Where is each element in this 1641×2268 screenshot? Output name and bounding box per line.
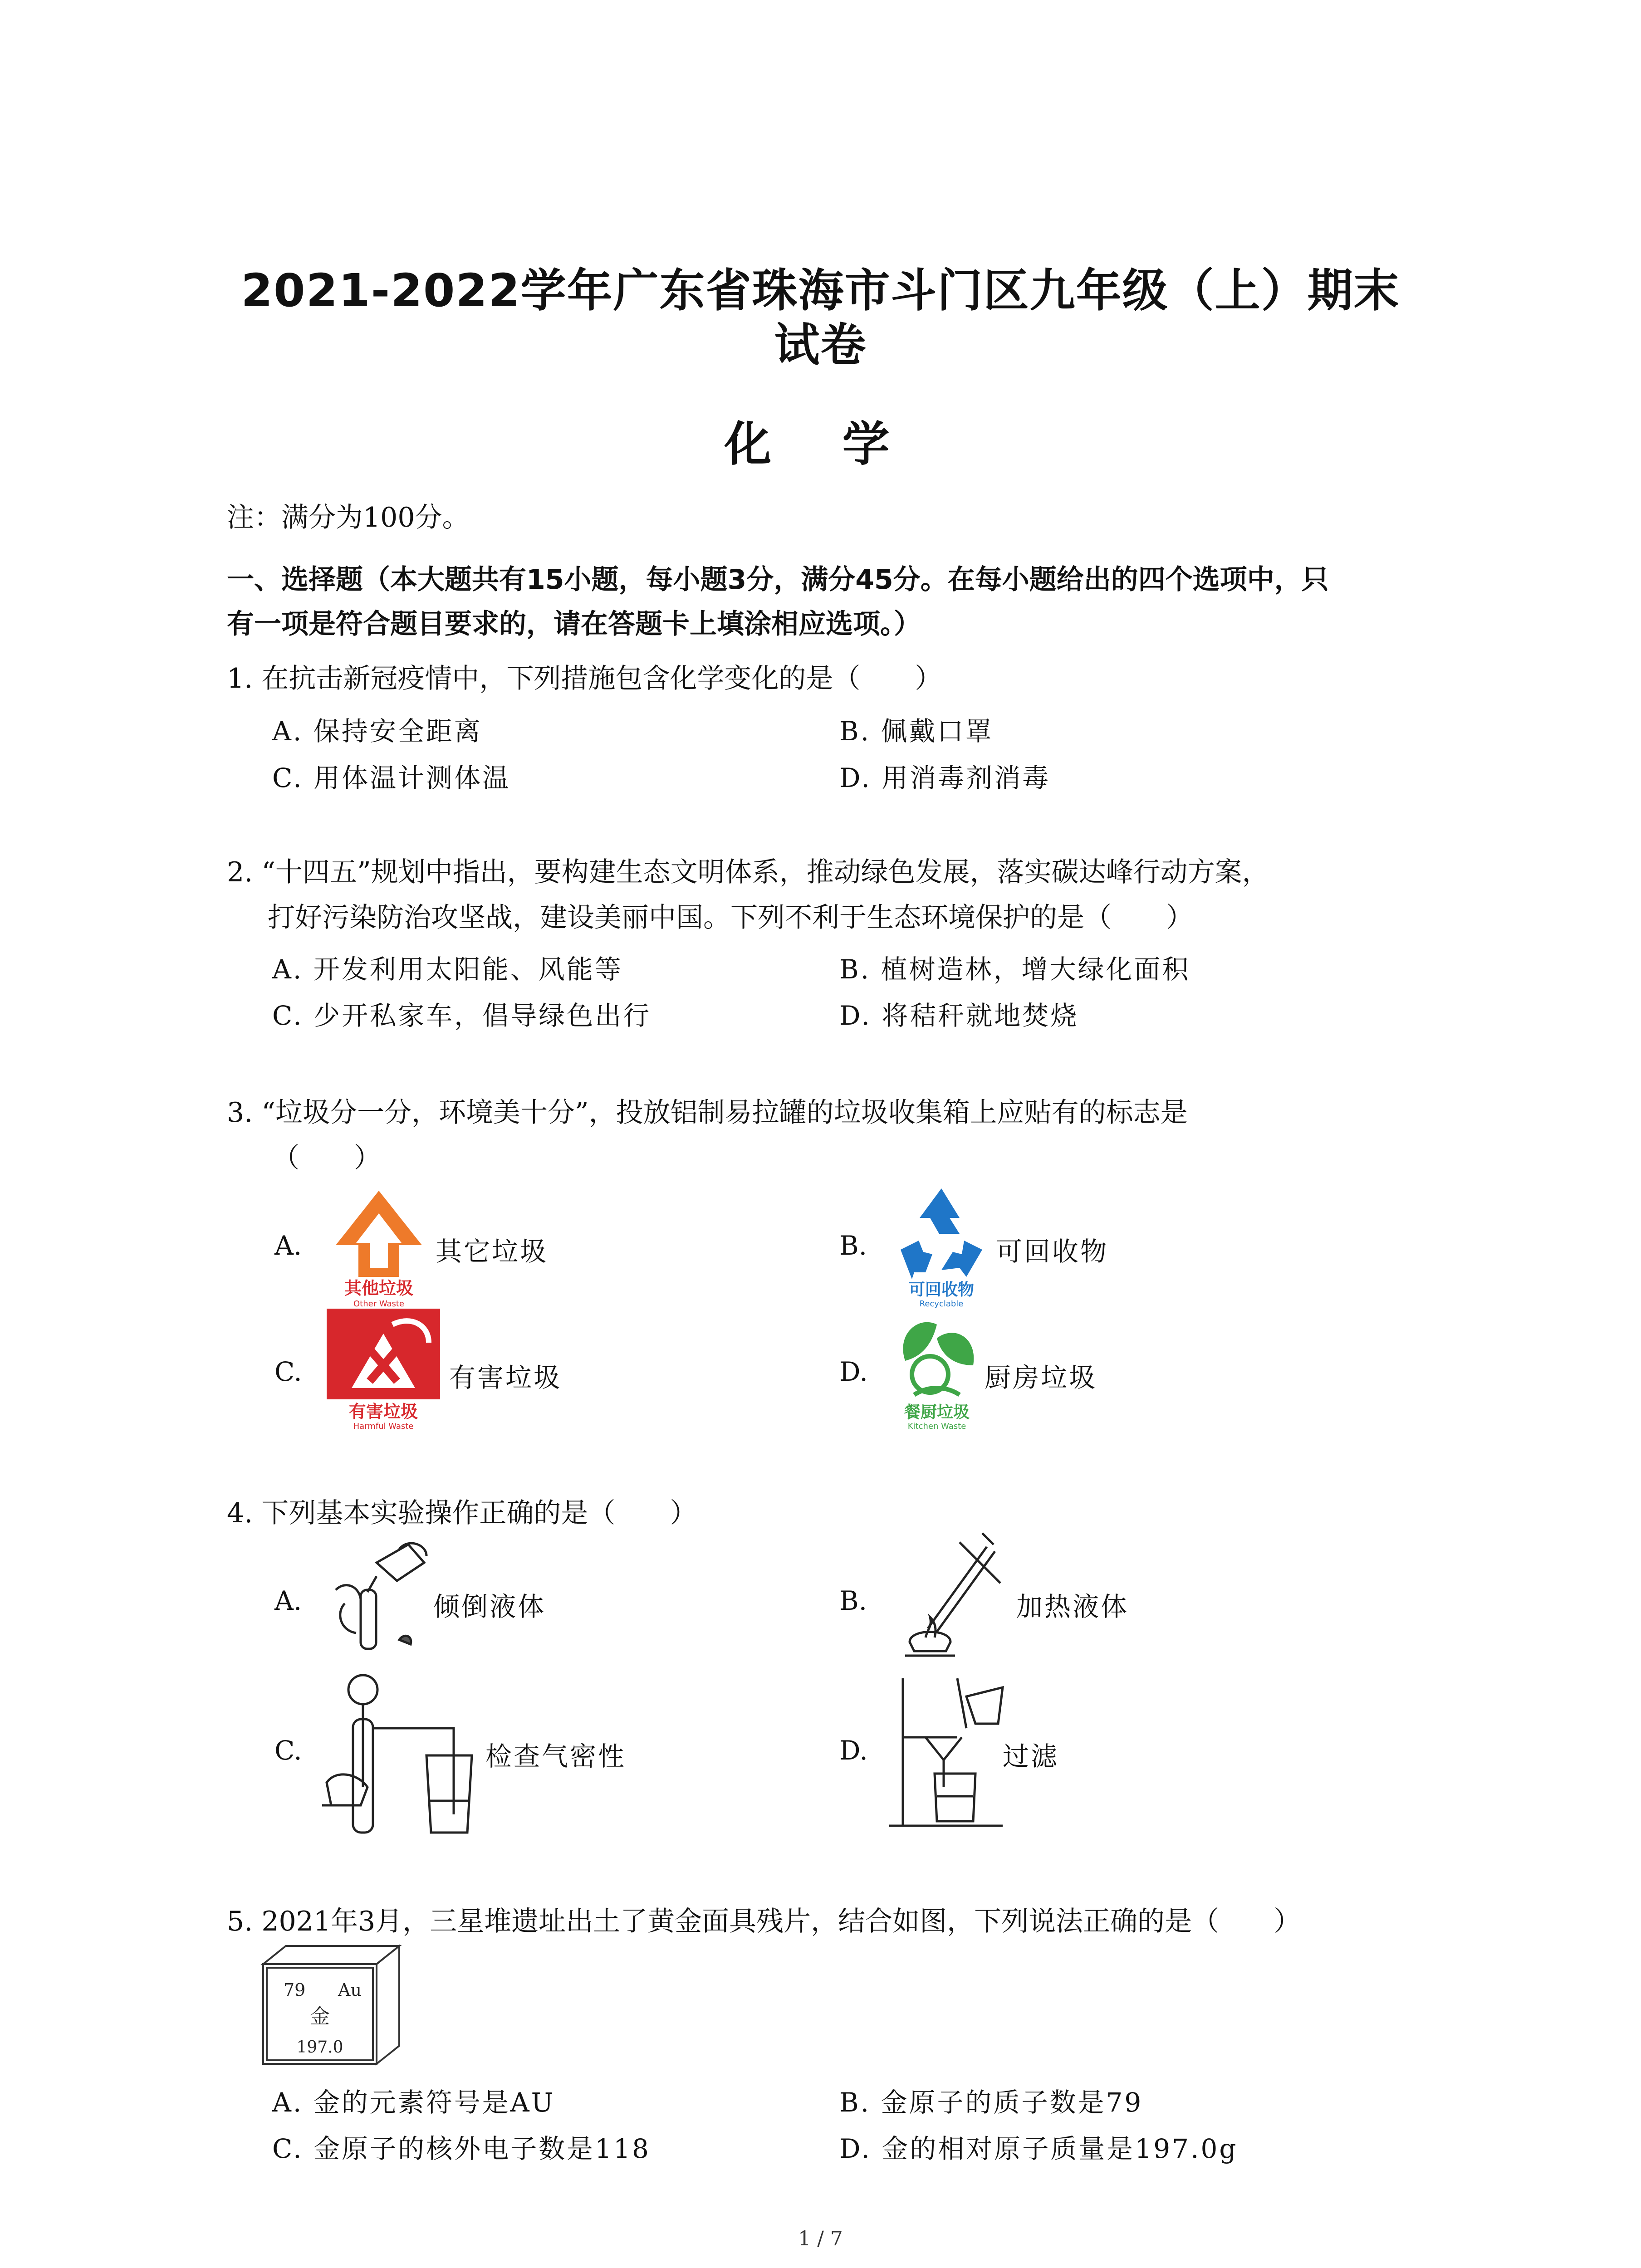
kitchen-waste-icon-cn: 餐厨垃圾 <box>904 1403 970 1422</box>
element-symbol: Au <box>338 1980 362 2000</box>
atomic-mass: 197.0 <box>296 2038 343 2057</box>
q5-option-d: D. 金的相对原子质量是197.0g <box>839 2133 1238 2164</box>
q4-stem: 4. 下列基本实验操作正确的是（ ） <box>227 1497 697 1529</box>
q1-option-d: D. 用消毒剂消毒 <box>839 763 1051 793</box>
pour-liquid-diagram <box>318 1535 436 1653</box>
document-title-line1: 2021-2022学年广东省珠海市斗门区九年级（上）期末 <box>241 264 1400 317</box>
other-waste-icon-en: Other Waste <box>353 1299 405 1309</box>
q4-caption-d: 过滤 <box>1003 1741 1059 1772</box>
element-name: 金 <box>310 2005 330 2028</box>
filtration-diagram <box>885 1669 1021 1842</box>
q3-stem-line2: （ ） <box>272 1142 381 1174</box>
q2-option-b: B. 植树造林，增大绿化面积 <box>839 954 1190 985</box>
q4-option-c: C. <box>274 1735 302 1766</box>
q3-stem-line1: 3. “垃圾分一分，环境美十分”，投放铝制易拉罐的垃圾收集箱上应贴有的标志是 <box>227 1097 1188 1129</box>
recycle-icon <box>892 1182 991 1309</box>
q3-option-b: B. <box>839 1230 867 1261</box>
q3-caption-b: 可回收物 <box>996 1236 1109 1267</box>
q3-option-c: C. <box>274 1356 302 1387</box>
q3-caption-c: 有害垃圾 <box>449 1362 562 1393</box>
q4-option-d: D. <box>839 1735 868 1766</box>
q3-caption-a: 其它垃圾 <box>436 1236 549 1267</box>
q3-option-a: A. <box>274 1230 302 1261</box>
q1-option-c: C. 用体温计测体温 <box>272 763 511 793</box>
q4-caption-b: 加热液体 <box>1016 1591 1129 1622</box>
q1-option-a: A. 保持安全距离 <box>272 716 482 747</box>
harmful-waste-icon-cn: 有害垃圾 <box>348 1402 418 1422</box>
recycle-icon-cn: 可回收物 <box>908 1281 975 1299</box>
q2-option-c: C. 少开私家车，倡导绿色出行 <box>272 1000 652 1031</box>
section-heading-line1: 一、选择题（本大题共有15小题，每小题3分，满分45分。在每小题给出的四个选项中，只 <box>227 564 1329 596</box>
q2-stem-line1: 2. “十四五”规划中指出，要构建生态文明体系，推动绿色发展，落实碳达峰行动方案， <box>227 856 1269 888</box>
harmful-waste-icon-en: Harmful Waste <box>353 1422 414 1431</box>
q4-caption-a: 倾倒液体 <box>433 1591 546 1622</box>
other-waste-icon-cn: 其他垃圾 <box>344 1278 414 1298</box>
q5-stem: 5. 2021年3月，三星堆遗址出土了黄金面具残片，结合如图，下列说法正确的是（ ） <box>227 1906 1301 1937</box>
airtightness-check-diagram <box>318 1669 508 1842</box>
q4-option-b: B. <box>839 1585 867 1616</box>
q2-option-d: D. 将秸秆就地焚烧 <box>839 1000 1079 1031</box>
score-note: 注：满分为100分。 <box>227 502 470 533</box>
heat-liquid-diagram <box>882 1529 1019 1665</box>
q1-option-b: B. 佩戴口罩 <box>839 716 994 747</box>
section-heading-line2: 有一项是符合题目要求的，请在答题卡上填涂相应选项。） <box>227 608 921 640</box>
q5-option-b: B. 金原子的质子数是79 <box>839 2087 1143 2118</box>
gold-element-card <box>259 1941 404 2068</box>
q4-caption-c: 检查气密性 <box>485 1741 627 1772</box>
atomic-number: 79 <box>284 1980 306 2000</box>
document-title-line2: 试卷 <box>774 318 867 371</box>
q2-option-a: A. 开发利用太阳能、风能等 <box>272 954 623 985</box>
q2-stem-line2: 打好污染防治攻坚战，建设美丽中国。下列不利于生态环境保护的是（ ） <box>268 902 1193 934</box>
q3-caption-d: 厨房垃圾 <box>985 1362 1097 1393</box>
recycle-icon-en: Recyclable <box>919 1299 964 1309</box>
q1-stem: 1. 在抗击新冠疫情中，下列措施包含化学变化的是（ ） <box>227 663 942 694</box>
q4-option-a: A. <box>274 1585 302 1616</box>
subject-title: 化 学 <box>724 416 917 472</box>
q5-option-c: C. 金原子的核外电子数是118 <box>272 2133 651 2164</box>
kitchen-waste-icon-en: Kitchen Waste <box>907 1422 966 1431</box>
q5-option-a: A. 金的元素符号是AU <box>272 2087 555 2118</box>
other-waste-icon <box>327 1186 431 1309</box>
kitchen-waste-icon <box>887 1306 987 1429</box>
q3-option-d: D. <box>839 1356 868 1387</box>
page-number: 1 / 7 <box>798 2227 843 2250</box>
harmful-waste-icon <box>324 1306 442 1429</box>
